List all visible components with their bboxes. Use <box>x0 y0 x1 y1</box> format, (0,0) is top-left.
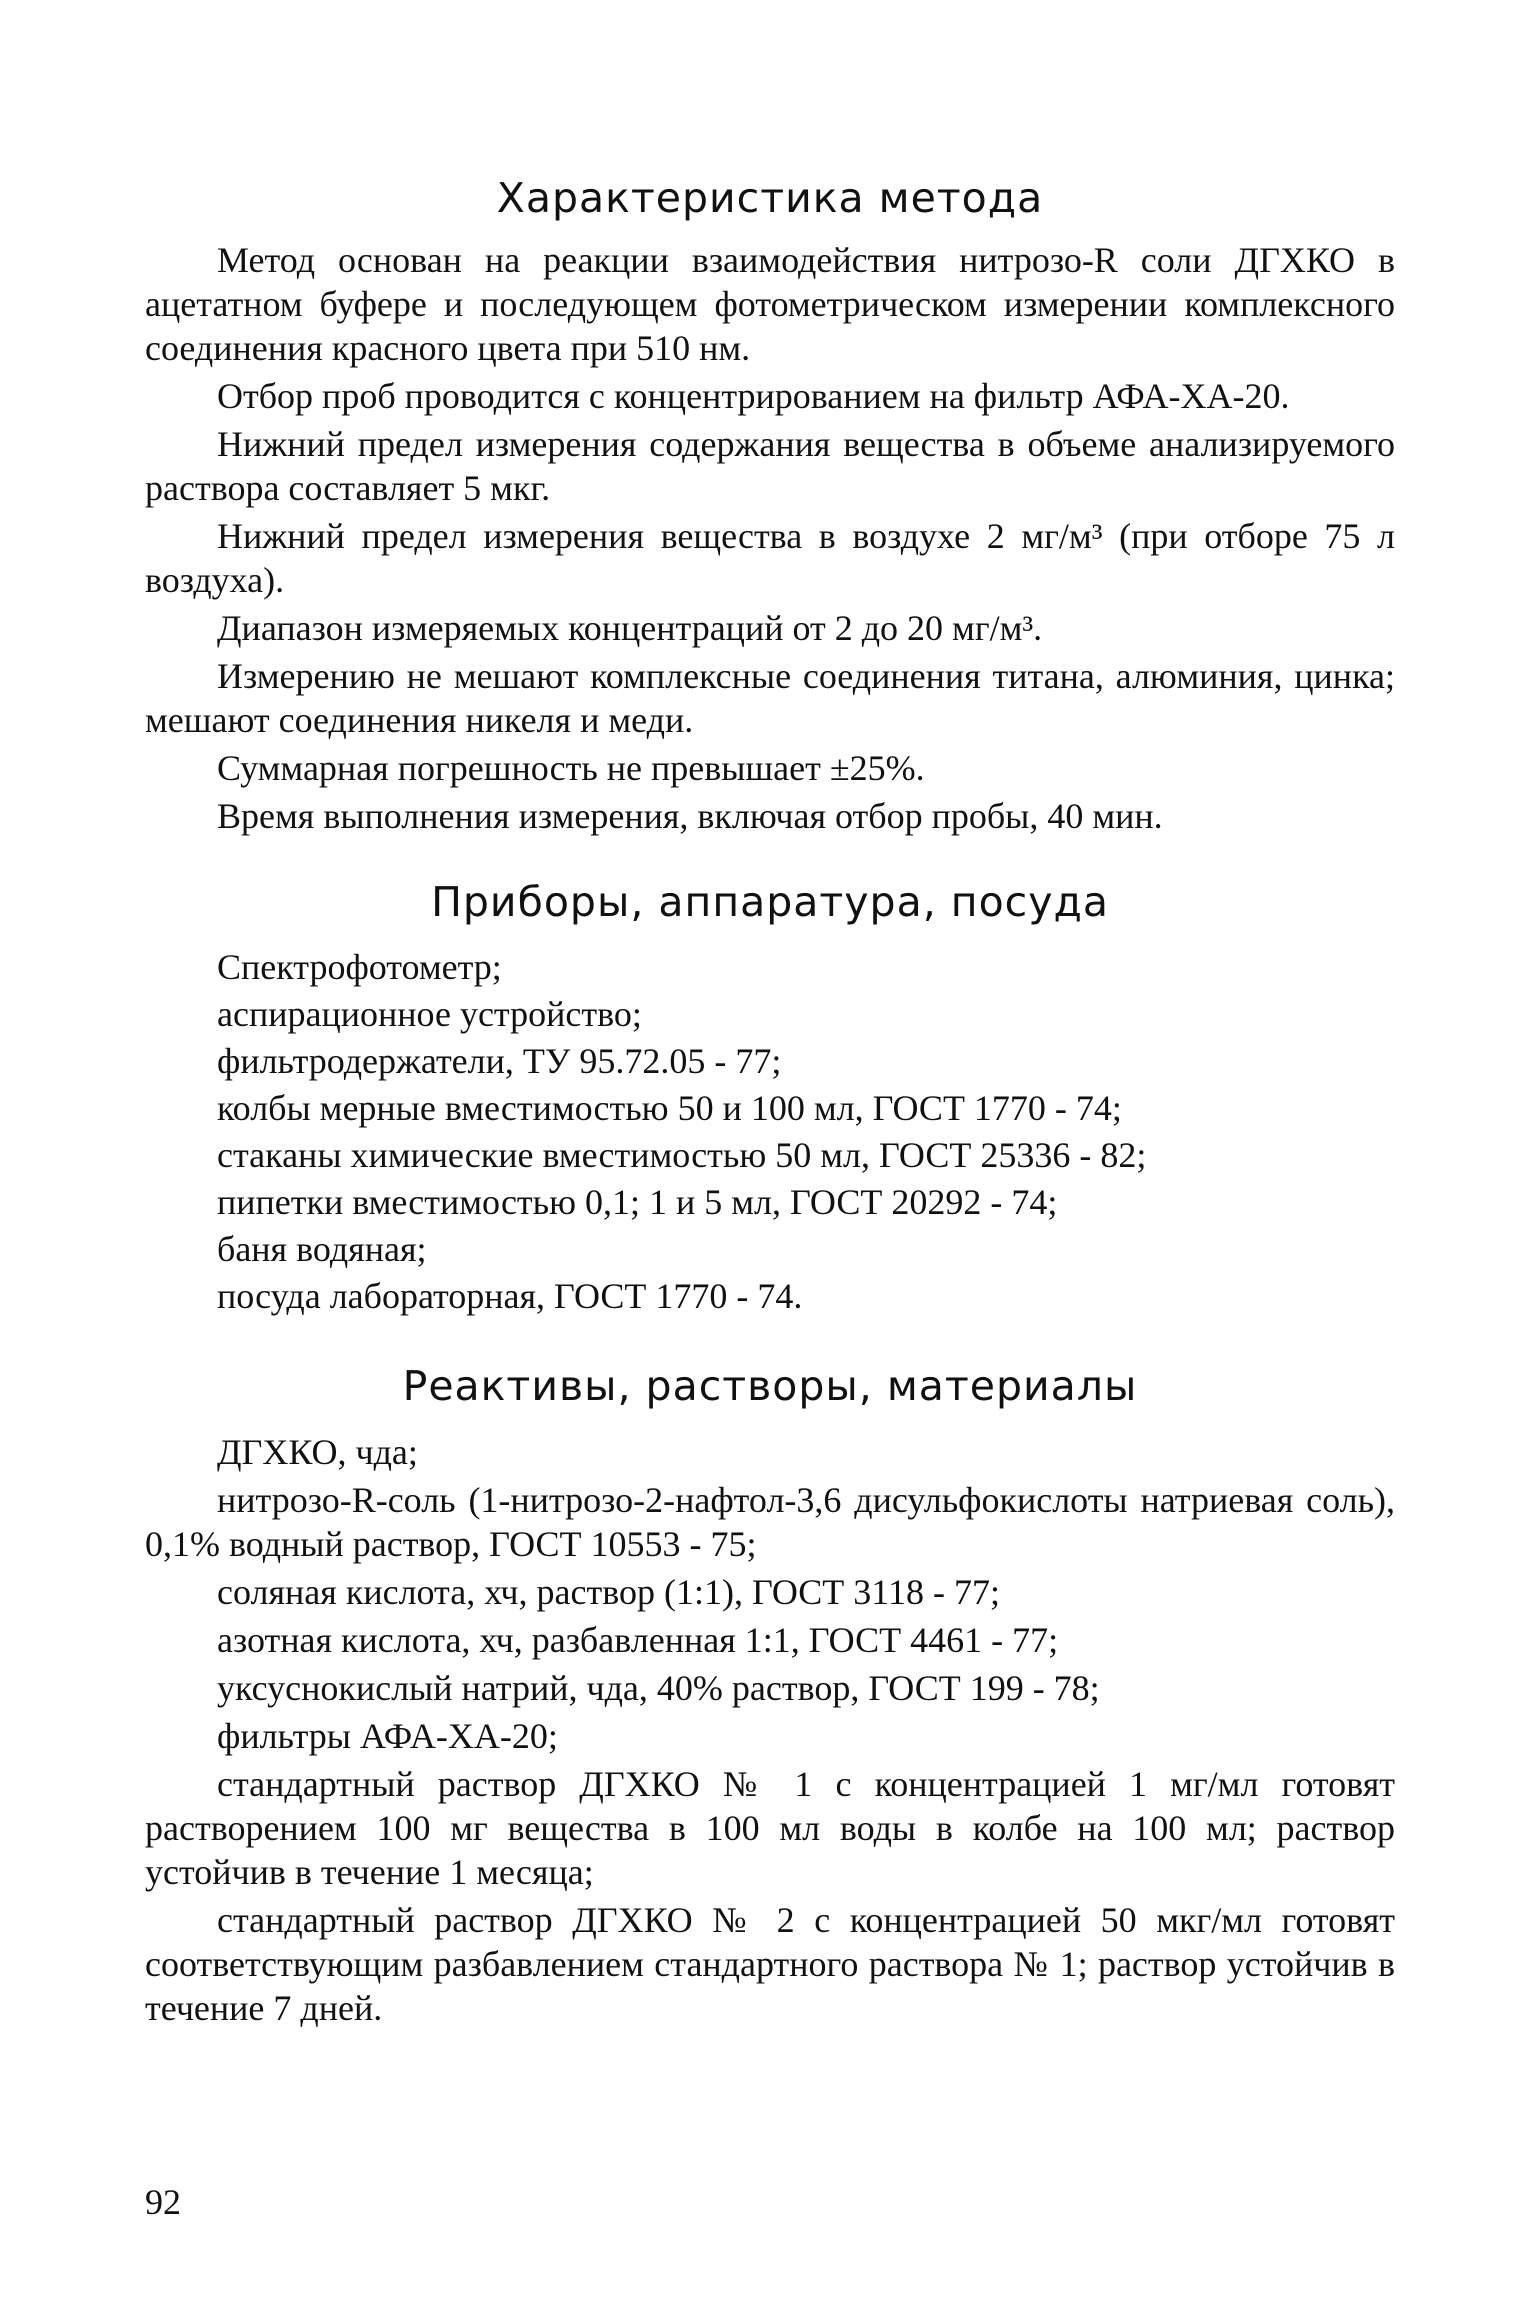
method-paragraph: Метод основан на реакции взаимодействия нитрозо-R соли ДГХКО в ацетатном буфере и последующем фотометрическом измерении комплексного соединения красного цвета при 510 нм. <box>145 240 1395 368</box>
method-paragraph: Диапазон измеряемых концентраций от 2 до 20 мг/м³. <box>217 608 1043 648</box>
equipment-item: фильтродержатели, ТУ 95.72.05 - 77; <box>217 1041 782 1081</box>
equipment-item: Спектрофотометр; <box>217 947 502 987</box>
method-paragraph: Измерению не мешают комплексные соединения титана, алюминия, цинка; мешают соединения никеля и меди. <box>145 656 1395 740</box>
equipment-item: аспирационное устройство; <box>217 994 642 1034</box>
reagent-item: уксуснокислый натрий, чда, 40% раствор, ГОСТ 199 - 78; <box>217 1668 1100 1708</box>
method-paragraph: Нижний предел измерения содержания вещества в объеме анализируемого раствора составляет 5 мкг. <box>145 424 1395 508</box>
equipment-item: посуда лабораторная, ГОСТ 1770 - 74. <box>217 1276 803 1316</box>
reagent-item: нитрозо-R-соль (1-нитрозо-2-нафтол-3,6 дисульфокислоты натриевая соль), 0,1% водный раствор, ГОСТ 10553 - 75; <box>145 1480 1395 1564</box>
page-number: 92 <box>145 2182 181 2222</box>
method-paragraph: Отбор проб проводится с концентрированием на фильтр АФА-ХА-20. <box>217 376 1290 416</box>
reagent-item: стандартный раствор ДГХКО № 2 с концентрацией 50 мкг/мл готовят соответствующим разбавлением стандартного раствора № 1; раствор устойчив в течение 7 дней. <box>145 1900 1395 2028</box>
method-paragraph: Время выполнения измерения, включая отбор пробы, 40 мин. <box>217 796 1163 836</box>
section-title-equipment: Приборы, аппаратура, посуда <box>431 878 1109 926</box>
section-title-method: Характеристика метода <box>496 174 1044 222</box>
method-paragraph: Суммарная погрешность не превышает ±25%. <box>217 748 925 788</box>
section-title-reagents: Реактивы, растворы, материалы <box>402 1362 1138 1410</box>
equipment-item: стаканы химические вместимостью 50 мл, ГОСТ 25336 - 82; <box>217 1135 1147 1175</box>
method-paragraph: Нижний предел измерения вещества в воздухе 2 мг/м³ (при отборе 75 л воздуха). <box>145 516 1395 600</box>
reagent-item: стандартный раствор ДГХКО № 1 с концентрацией 1 мг/мл готовят растворением 100 мг вещества в 100 мл воды в колбе на 100 мл; раствор устойчив в течение 1 месяца; <box>145 1764 1395 1892</box>
reagent-item: фильтры АФА-ХА-20; <box>217 1716 558 1756</box>
reagent-item: азотная кислота, хч, разбавленная 1:1, ГОСТ 4461 - 77; <box>217 1620 1059 1660</box>
equipment-item: баня водяная; <box>217 1229 427 1269</box>
equipment-item: колбы мерные вместимостью 50 и 100 мл, ГОСТ 1770 - 74; <box>217 1088 1122 1128</box>
reagent-item: соляная кислота, хч, раствор (1:1), ГОСТ 3118 - 77; <box>217 1572 1000 1612</box>
equipment-item: пипетки вместимостью 0,1; 1 и 5 мл, ГОСТ 20292 - 74; <box>217 1182 1058 1222</box>
reagent-item: ДГХКО, чда; <box>217 1432 418 1472</box>
text-block <box>145 170 1395 2030</box>
